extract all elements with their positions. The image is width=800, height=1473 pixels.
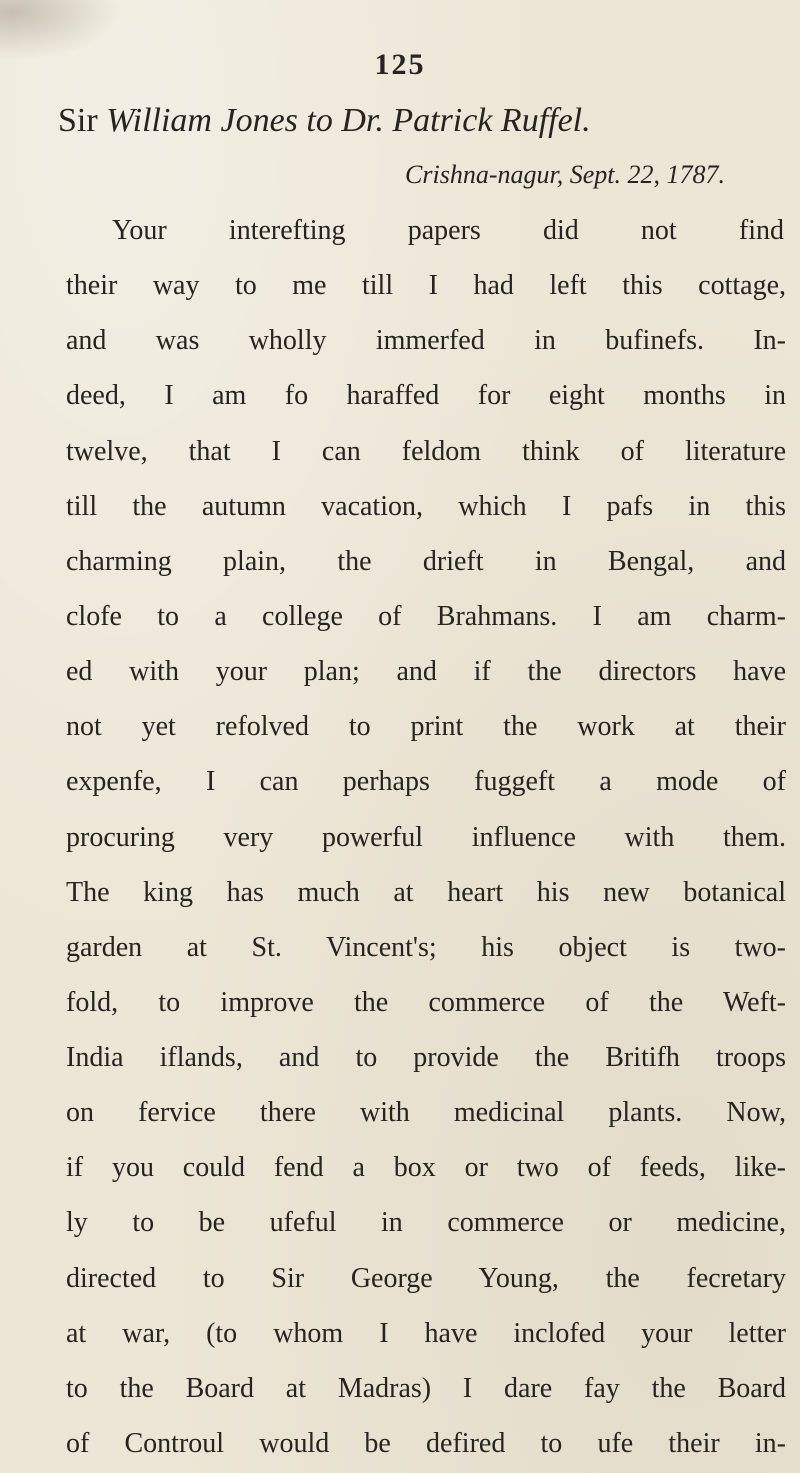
heading-salutation: Sir [58,102,98,139]
letter-heading [58,102,591,140]
heading-text: William Jones to Dr. Patrick Ruffel. [106,102,591,139]
body-line: and was wholly immerfed in bufinefs. In- [66,325,786,356]
body-line: at war, (to whom I have inclofed your letter [66,1318,786,1349]
body-line: to the Board at Madras) I dare fay the Board [66,1373,786,1404]
body-line: till the autumn vacation, which I pafs in this [66,491,786,522]
body-line: of Controul would be defired to ufe their in- [66,1428,786,1459]
body-line: garden at St. Vincent's; his object is two- [66,932,786,963]
body-line: if you could fend a box or two of feeds, like- [66,1152,786,1183]
body-line: ed with your plan; and if the directors have [66,656,786,687]
page-number: 125 [374,48,426,81]
body-line: Your interefting papers did not find [112,215,784,246]
letter-dateline: Crishna-nagur, Sept. 22, 1787. [405,160,725,189]
body-line: on fervice there with medicinal plants. Now, [66,1097,786,1128]
body-line: deed, I am fo haraffed for eight months in [66,380,786,411]
body-line: fold, to improve the commerce of the Weft- [66,987,786,1018]
body-line: their way to me till I had left this cottage, [66,270,786,301]
body-line: not yet refolved to print the work at their [66,711,786,742]
body-line: expenfe, I can perhaps fuggeft a mode of [66,766,786,797]
body-line: India iflands, and to provide the Britifh troops [66,1042,786,1073]
body-line: clofe to a college of Brahmans. I am charm- [66,601,786,632]
body-line: directed to Sir George Young, the fecretary [66,1263,786,1294]
body-line: procuring very powerful influence with them. [66,822,786,853]
body-line: charming plain, the drieft in Bengal, and [66,546,786,577]
body-line: The king has much at heart his new botanical [66,877,786,908]
body-line: ly to be ufeful in commerce or medicine, [66,1207,786,1238]
body-line: twelve, that I can feldom think of literature [66,436,786,467]
